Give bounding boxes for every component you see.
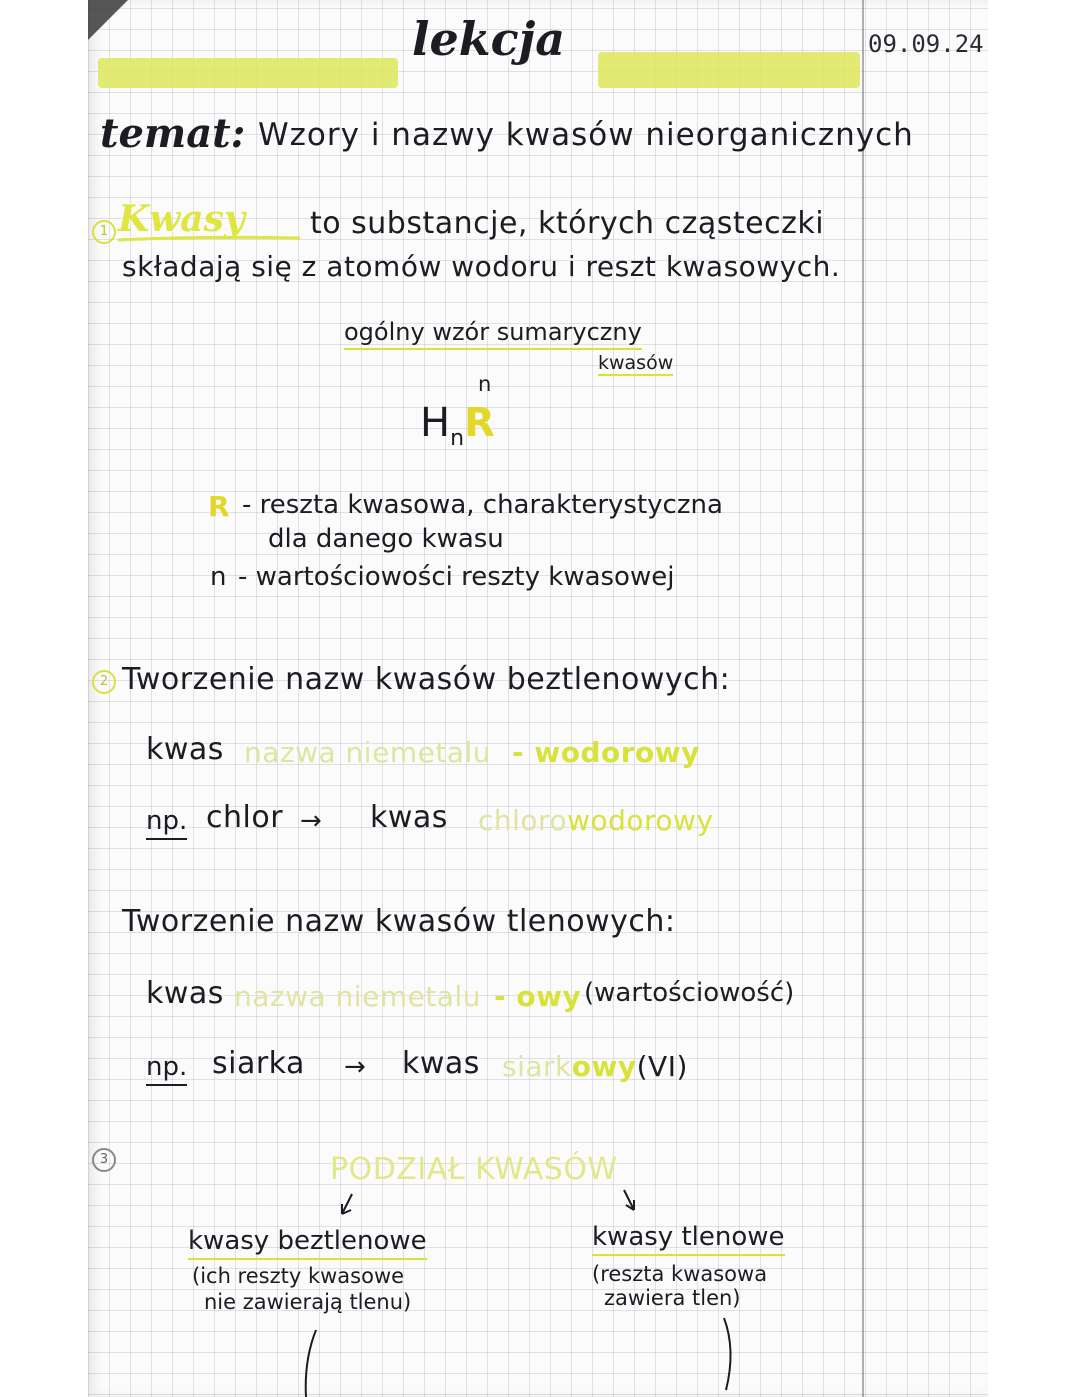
right-branch-line <box>724 1318 731 1390</box>
right-branch-title: kwasy tlenowe <box>592 1222 785 1256</box>
left-branch-note-2: nie zawierają tlenu) <box>204 1290 412 1314</box>
definition-line-1: to substancje, których cząsteczki <box>310 206 825 241</box>
ex1-kwas: kwas <box>370 800 448 835</box>
topic-text: Wzory i nazwy kwasów nieorganicznych <box>258 117 914 153</box>
formula-r: R <box>464 400 495 446</box>
ex2-word: siarka <box>212 1046 305 1081</box>
ex2-result-strong: owy <box>571 1050 637 1083</box>
section-number-2: 2 <box>92 670 116 694</box>
right-branch-note-2: zawiera tlen) <box>604 1286 741 1310</box>
ex2-result-pale: siark <box>502 1050 572 1083</box>
lesson-title: lekcja <box>412 12 566 66</box>
left-branch-note-1: (ich reszty kwasowe <box>192 1264 405 1288</box>
left-branch-line <box>306 1330 316 1397</box>
ex2-arrow: → <box>344 1052 366 1082</box>
ex1-result-pale: chloro <box>478 804 568 837</box>
rule1-suffix: - wodorowy <box>512 736 700 769</box>
ex1-arrow: → <box>300 806 322 836</box>
definition-line-2: składają się z atomów wodoru i reszt kwasowych. <box>122 250 841 283</box>
formula-caption-sub: kwasów <box>598 352 674 374</box>
rule2-kwas: kwas <box>146 976 224 1011</box>
topic-label: temat: <box>100 110 246 157</box>
formula-n-above: n <box>478 372 492 396</box>
left-branch-title: kwasy beztlenowe <box>188 1226 427 1260</box>
right-branch-note-1: (reszta kwasowa <box>592 1262 768 1286</box>
formula-h: H <box>420 400 451 446</box>
ex2-paren: (VI) <box>636 1050 688 1083</box>
rule1-name: nazwa niemetalu <box>244 736 491 769</box>
def-n-symbol: n <box>210 562 227 592</box>
ex1-result-strong: wodorowy <box>567 804 714 837</box>
def-r-line-2: dla danego kwasu <box>268 524 504 554</box>
kwasy-word: Kwasy <box>118 198 245 240</box>
rule2-paren: (wartościowość) <box>584 978 795 1008</box>
def-r-line-1: - reszta kwasowa, charakterystyczna <box>242 490 723 520</box>
def-n-line: - wartościowości reszty kwasowej <box>238 562 675 592</box>
ex1-np: np. <box>146 806 187 840</box>
ex2-kwas: kwas <box>402 1046 480 1081</box>
def-r-symbol: R <box>208 490 231 523</box>
rule1-kwas: kwas <box>146 732 224 767</box>
section-number-1: 1 <box>92 220 116 244</box>
rule2-suffix: - owy <box>494 980 582 1013</box>
section-number-3: 3 <box>92 1148 116 1172</box>
formula-sub-n: n <box>450 426 465 451</box>
rule2-name: nazwa niemetalu <box>234 980 481 1013</box>
formula-caption: ogólny wzór sumaryczny <box>344 318 642 350</box>
heading-tlenowe: Tworzenie nazw kwasów tlenowych: <box>122 904 676 939</box>
kwasy-underline <box>118 237 300 240</box>
heading-beztlenowe: Tworzenie nazw kwasów beztlenowych: <box>122 662 731 697</box>
podzial-heading: PODZIAŁ KWASÓW <box>330 1152 618 1187</box>
lesson-date: 09.09.24 <box>868 30 984 58</box>
ex2-np: np. <box>146 1052 187 1086</box>
ex1-word: chlor <box>206 800 284 835</box>
